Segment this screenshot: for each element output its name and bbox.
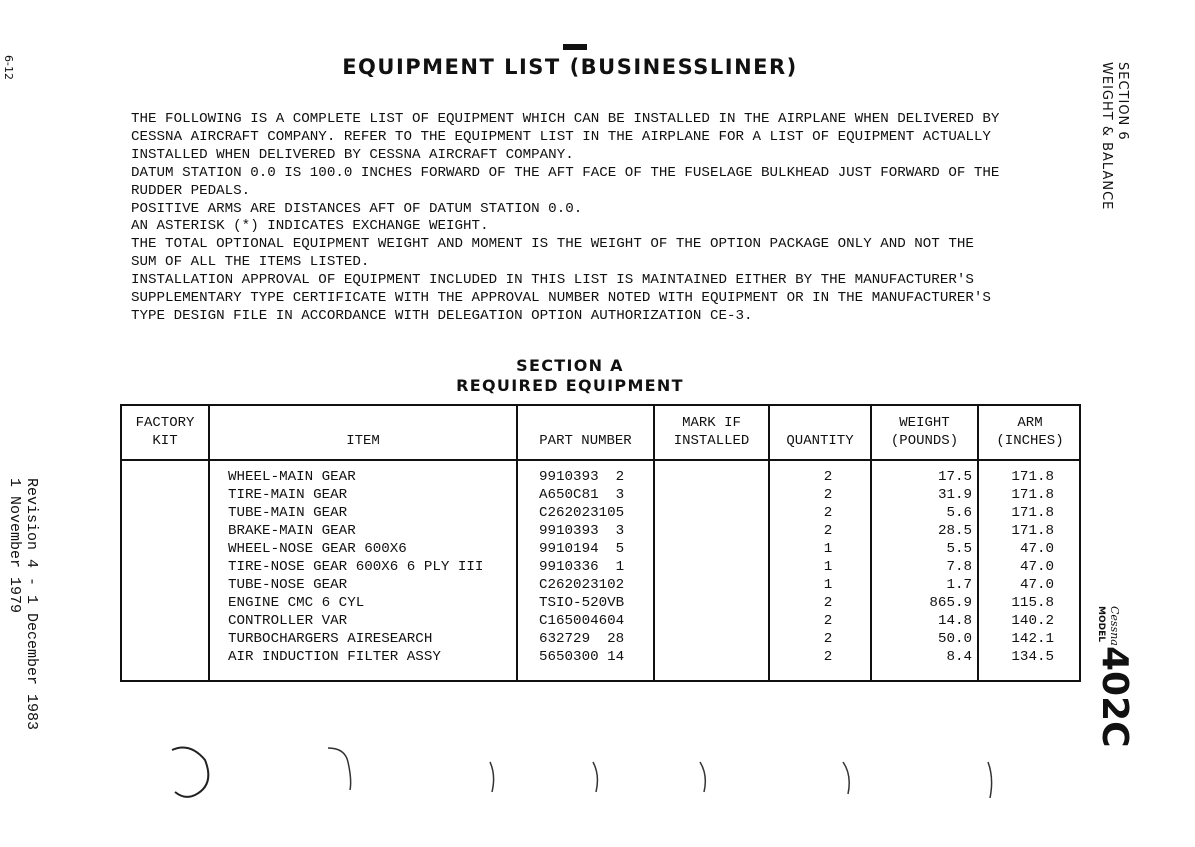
revision-line: 1 November 1979 xyxy=(6,478,23,614)
weight: 17.5 xyxy=(937,469,972,485)
intro-line: THE TOTAL OPTIONAL EQUIPMENT WEIGHT AND MOMENT IS THE WEIGHT OF THE OPTION PACKAGE ONLY AND NOT THE xyxy=(131,236,974,253)
quantity: 2 xyxy=(823,523,833,539)
arm: 142.1 xyxy=(1011,631,1054,647)
part-number: TSIO-520VB xyxy=(539,595,625,611)
header-mark-if-installed xyxy=(655,414,768,450)
intro-line: INSTALLED WHEN DELIVERED BY CESSNA AIRCRAFT COMPANY. xyxy=(131,146,574,163)
header-weight xyxy=(872,414,977,450)
quantity: 2 xyxy=(823,469,833,485)
table-row xyxy=(122,648,1079,666)
binder-hole-mark xyxy=(490,762,494,792)
arm: 140.2 xyxy=(1011,613,1054,629)
weight: 7.8 xyxy=(946,559,972,575)
quantity: 2 xyxy=(823,595,833,611)
page-title: EQUIPMENT LIST (BUSINESSLINER) xyxy=(342,55,798,79)
weight: 865.9 xyxy=(929,595,972,611)
item-name: TUBE-NOSE GEAR xyxy=(228,577,348,593)
arm: 134.5 xyxy=(1011,649,1054,665)
header-text: KIT xyxy=(152,433,178,449)
quantity: 2 xyxy=(823,649,833,665)
quantity: 2 xyxy=(823,487,833,503)
intro-line: INSTALLATION APPROVAL OF EQUIPMENT INCLUDED IN THIS LIST IS MAINTAINED EITHER BY THE MANUFACTURER'S xyxy=(131,272,974,289)
part-number: C262023105 xyxy=(539,505,625,521)
quantity: 2 xyxy=(823,505,833,521)
revision-note xyxy=(6,478,40,730)
section-tab xyxy=(1098,62,1130,210)
table-row xyxy=(122,594,1079,612)
table-row xyxy=(122,540,1079,558)
model-badge xyxy=(1094,606,1136,748)
binder-hole-mark xyxy=(988,762,992,798)
item-name: TURBOCHARGERS AIRESEARCH xyxy=(228,631,433,647)
intro-line: THE FOLLOWING IS A COMPLETE LIST OF EQUIPMENT WHICH CAN BE INSTALLED IN THE AIRPLANE WHEN DELIVERED BY xyxy=(131,111,1000,127)
intro-line: RUDDER PEDALS. xyxy=(131,182,251,199)
quantity: 1 xyxy=(823,577,833,593)
section-title: SECTION A xyxy=(516,356,624,375)
page-number: 6-12 xyxy=(2,55,15,80)
binder-hole-mark xyxy=(328,748,351,790)
item-name: BRAKE-MAIN GEAR xyxy=(228,523,356,539)
part-number: 632729 28 xyxy=(539,631,625,647)
section-tab-number: SECTION 6 xyxy=(1115,62,1130,141)
intro-line: AN ASTERISK (*) INDICATES EXCHANGE WEIGHT. xyxy=(131,218,489,235)
table-row xyxy=(122,504,1079,522)
table-row xyxy=(122,522,1079,540)
header-divider xyxy=(122,459,1079,461)
part-number: 9910393 3 xyxy=(539,523,625,539)
part-number: C262023102 xyxy=(539,577,625,593)
binder-hole-mark xyxy=(172,748,208,797)
arm: 115.8 xyxy=(1011,595,1054,611)
section-tab-title: WEIGHT & BALANCE xyxy=(1099,62,1114,211)
table-row xyxy=(122,612,1079,630)
header-text: (INCHES) xyxy=(996,433,1064,449)
header-text: ARM xyxy=(1017,415,1043,431)
quantity: 2 xyxy=(823,613,833,629)
item-name: WHEEL-NOSE GEAR 600X6 xyxy=(228,541,407,557)
table-row xyxy=(122,486,1079,504)
cessna-logo: Cessna xyxy=(1108,606,1121,646)
item-name: TIRE-MAIN GEAR xyxy=(228,487,348,503)
arm: 47.0 xyxy=(1019,577,1054,593)
binder-hole-mark xyxy=(593,762,597,792)
intro-line: SUM OF ALL THE ITEMS LISTED. xyxy=(131,254,370,271)
weight: 50.0 xyxy=(937,631,972,647)
intro-line: TYPE DESIGN FILE IN ACCORDANCE WITH DELEGATION OPTION AUTHORIZATION CE-3. xyxy=(131,307,753,324)
header-text: WEIGHT xyxy=(899,415,950,431)
part-number: A650C81 3 xyxy=(539,487,625,503)
header-item: ITEM xyxy=(346,433,380,449)
binder-hole-mark xyxy=(843,762,849,794)
section-heading xyxy=(0,356,1140,396)
header-arm xyxy=(979,414,1081,450)
title-mark xyxy=(563,44,587,50)
item-name: WHEEL-MAIN GEAR xyxy=(228,469,356,485)
table-row xyxy=(122,468,1079,486)
quantity: 2 xyxy=(823,631,833,647)
weight: 31.9 xyxy=(937,487,972,503)
item-name: CONTROLLER VAR xyxy=(228,613,348,629)
quantity: 1 xyxy=(823,559,833,575)
intro-text xyxy=(131,111,1051,326)
part-number: 9910194 5 xyxy=(539,541,625,557)
header-text: FACTORY xyxy=(135,415,195,431)
header-quantity: QUANTITY xyxy=(786,433,854,449)
arm: 171.8 xyxy=(1011,469,1054,485)
section-subtitle: REQUIRED EQUIPMENT xyxy=(456,376,684,395)
model-label: MODEL xyxy=(1096,606,1106,642)
intro-line: DATUM STATION 0.0 IS 100.0 INCHES FORWARD OF THE AFT FACE OF THE FUSELAGE BULKHEAD JUST FORWARD OF THE xyxy=(131,164,1000,181)
table-row xyxy=(122,576,1079,594)
part-number: 5650300 14 xyxy=(539,649,625,665)
header-text: INSTALLED xyxy=(673,433,750,449)
arm: 171.8 xyxy=(1011,487,1054,503)
weight: 28.5 xyxy=(937,523,972,539)
part-number: 9910336 1 xyxy=(539,559,625,575)
arm: 47.0 xyxy=(1019,541,1054,557)
equipment-table xyxy=(120,404,1081,682)
header-text: MARK IF xyxy=(682,415,741,431)
intro-line: CESSNA AIRCRAFT COMPANY. REFER TO THE EQUIPMENT LIST IN THE AIRPLANE FOR A LIST OF EQUIPMENT ACTUALLY xyxy=(131,128,991,145)
weight: 14.8 xyxy=(937,613,972,629)
header-factory-kit xyxy=(122,414,208,450)
item-name: AIR INDUCTION FILTER ASSY xyxy=(228,649,441,665)
intro-line: SUPPLEMENTARY TYPE CERTIFICATE WITH THE APPROVAL NUMBER NOTED WITH EQUIPMENT OR IN THE MANUFACTURER'S xyxy=(131,290,991,307)
arm: 171.8 xyxy=(1011,505,1054,521)
intro-line: POSITIVE ARMS ARE DISTANCES AFT OF DATUM STATION 0.0. xyxy=(131,200,583,217)
weight: 8.4 xyxy=(946,649,972,665)
weight: 5.5 xyxy=(946,541,972,557)
arm: 47.0 xyxy=(1019,559,1054,575)
header-text: (POUNDS) xyxy=(890,433,959,449)
arm: 171.8 xyxy=(1011,523,1054,539)
table-row xyxy=(122,558,1079,576)
item-name: ENGINE CMC 6 CYL xyxy=(228,595,365,611)
header-part-number: PART NUMBER xyxy=(539,433,632,449)
part-number: 9910393 2 xyxy=(539,469,625,485)
item-name: TUBE-MAIN GEAR xyxy=(228,505,348,521)
weight: 5.6 xyxy=(946,505,972,521)
weight: 1.7 xyxy=(946,577,972,593)
part-number: C165004604 xyxy=(539,613,625,629)
model-number: 402C xyxy=(1094,646,1135,748)
item-name: TIRE-NOSE GEAR 600X6 6 PLY III xyxy=(228,559,484,575)
binder-hole-marks xyxy=(160,740,1010,800)
revision-line: Revision 4 - 1 December 1983 xyxy=(23,478,40,731)
binder-hole-mark xyxy=(700,762,705,792)
quantity: 1 xyxy=(823,541,833,557)
table-row xyxy=(122,630,1079,648)
